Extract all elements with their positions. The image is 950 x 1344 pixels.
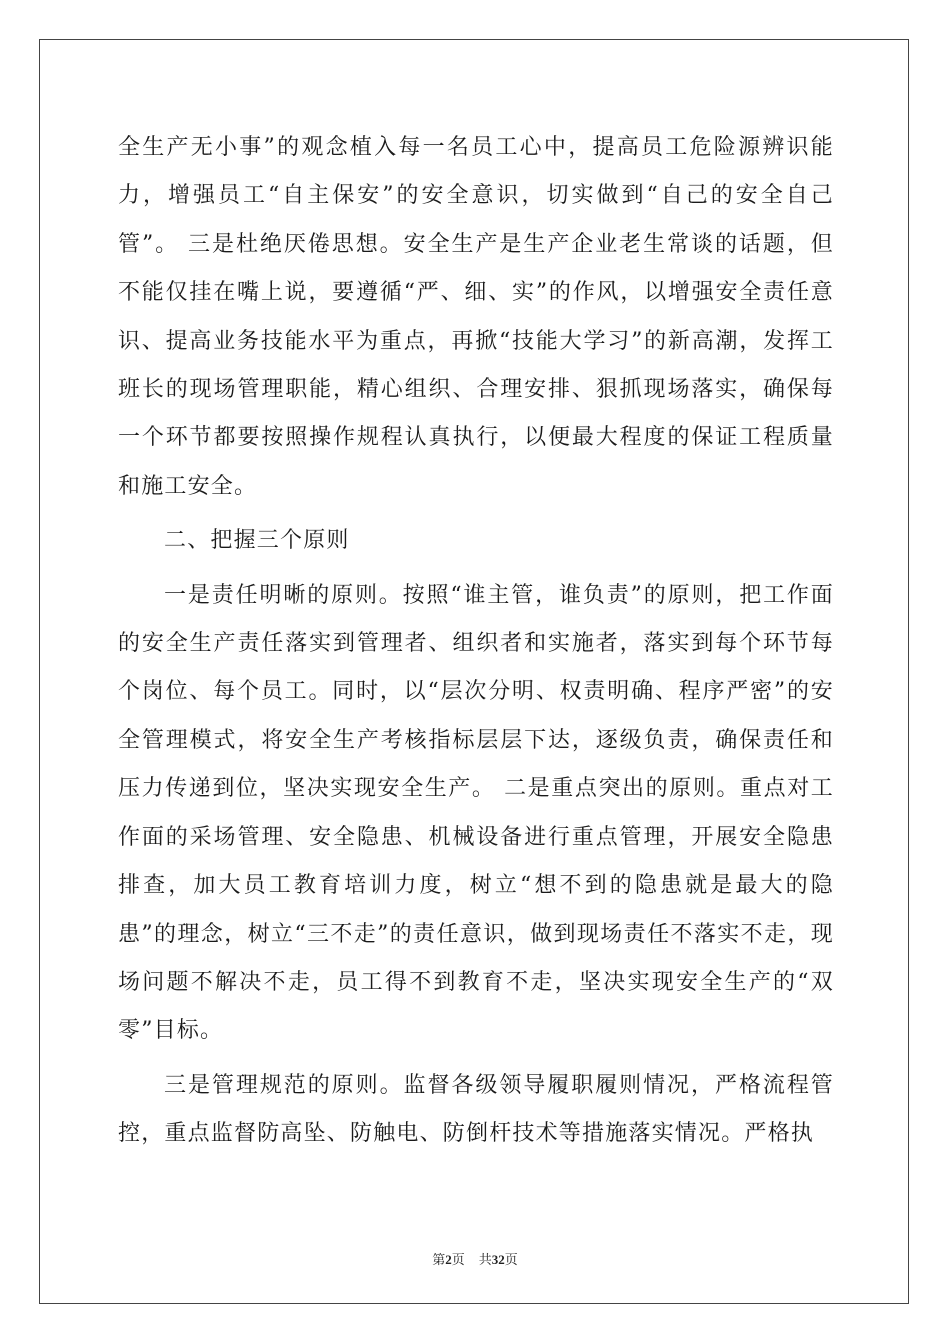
document-body — [118, 124, 834, 1159]
section-heading: 二、把握三个原则 — [164, 528, 350, 554]
total-page-count: 32 — [491, 1252, 505, 1267]
page-suffix: 页 — [451, 1253, 465, 1268]
paragraph-principles: 一是责任明晰的原则。按照“谁主管，谁负责”的原则，把工作面的安全生产责任落实到管理者、组织者和实施者，落实到每个环节每个岗位、每个员工。同时，以“层次分明、权责明确、程序严密”的安全管理模式，将安全生产考核指标层层下达，逐级负责，确保责任和压力传递到位，坚决实现安全生产。 二是重点突出的原则。重点对工作面的采场管理、安全隐患、机械设备进行重点管理，开展安全隐患排查，加大员工教育培训力度，树立“想不到的隐患就是最大的隐患”的理念，树立“三不走”的责任意识，做到现场责任不落实不走，现场问题不解决不走，员工得不到教育不走，坚决实现安全生产的“双零”目标。 — [118, 582, 834, 1044]
total-suffix: 页 — [504, 1253, 518, 1268]
page-prefix: 第 — [432, 1253, 446, 1268]
page-footer — [0, 1249, 950, 1268]
paragraph-continuation: 全生产无小事”的观念植入每一名员工心中，提高员工危险源辨识能力，增强员工“自主保安”的安全意识，切实做到“自己的安全自己管”。 三是杜绝厌倦思想。安全生产是生产企业老生常谈的话题，但不能仅挂在嘴上说，要遵循“严、细、实”的作风，以增强安全责任意识、提高业务技能水平为重点，再掀“技能大学习”的新高潮，发挥工班长的现场管理职能，精心组织、合理安排、狠抓现场落实，确保每一个环节都要按照操作规程认真执行，以便最大程度的保证工程质量和施工安全。 — [118, 135, 834, 499]
paragraph-management: 三是管理规范的原则。监督各级领导履职履则情况，严格流程管控，重点监督防高坠、防触电、防倒杆技术等措施落实情况。严格执 — [118, 1072, 834, 1147]
current-page-number: 2 — [445, 1252, 452, 1267]
total-prefix: 共 — [478, 1253, 492, 1268]
